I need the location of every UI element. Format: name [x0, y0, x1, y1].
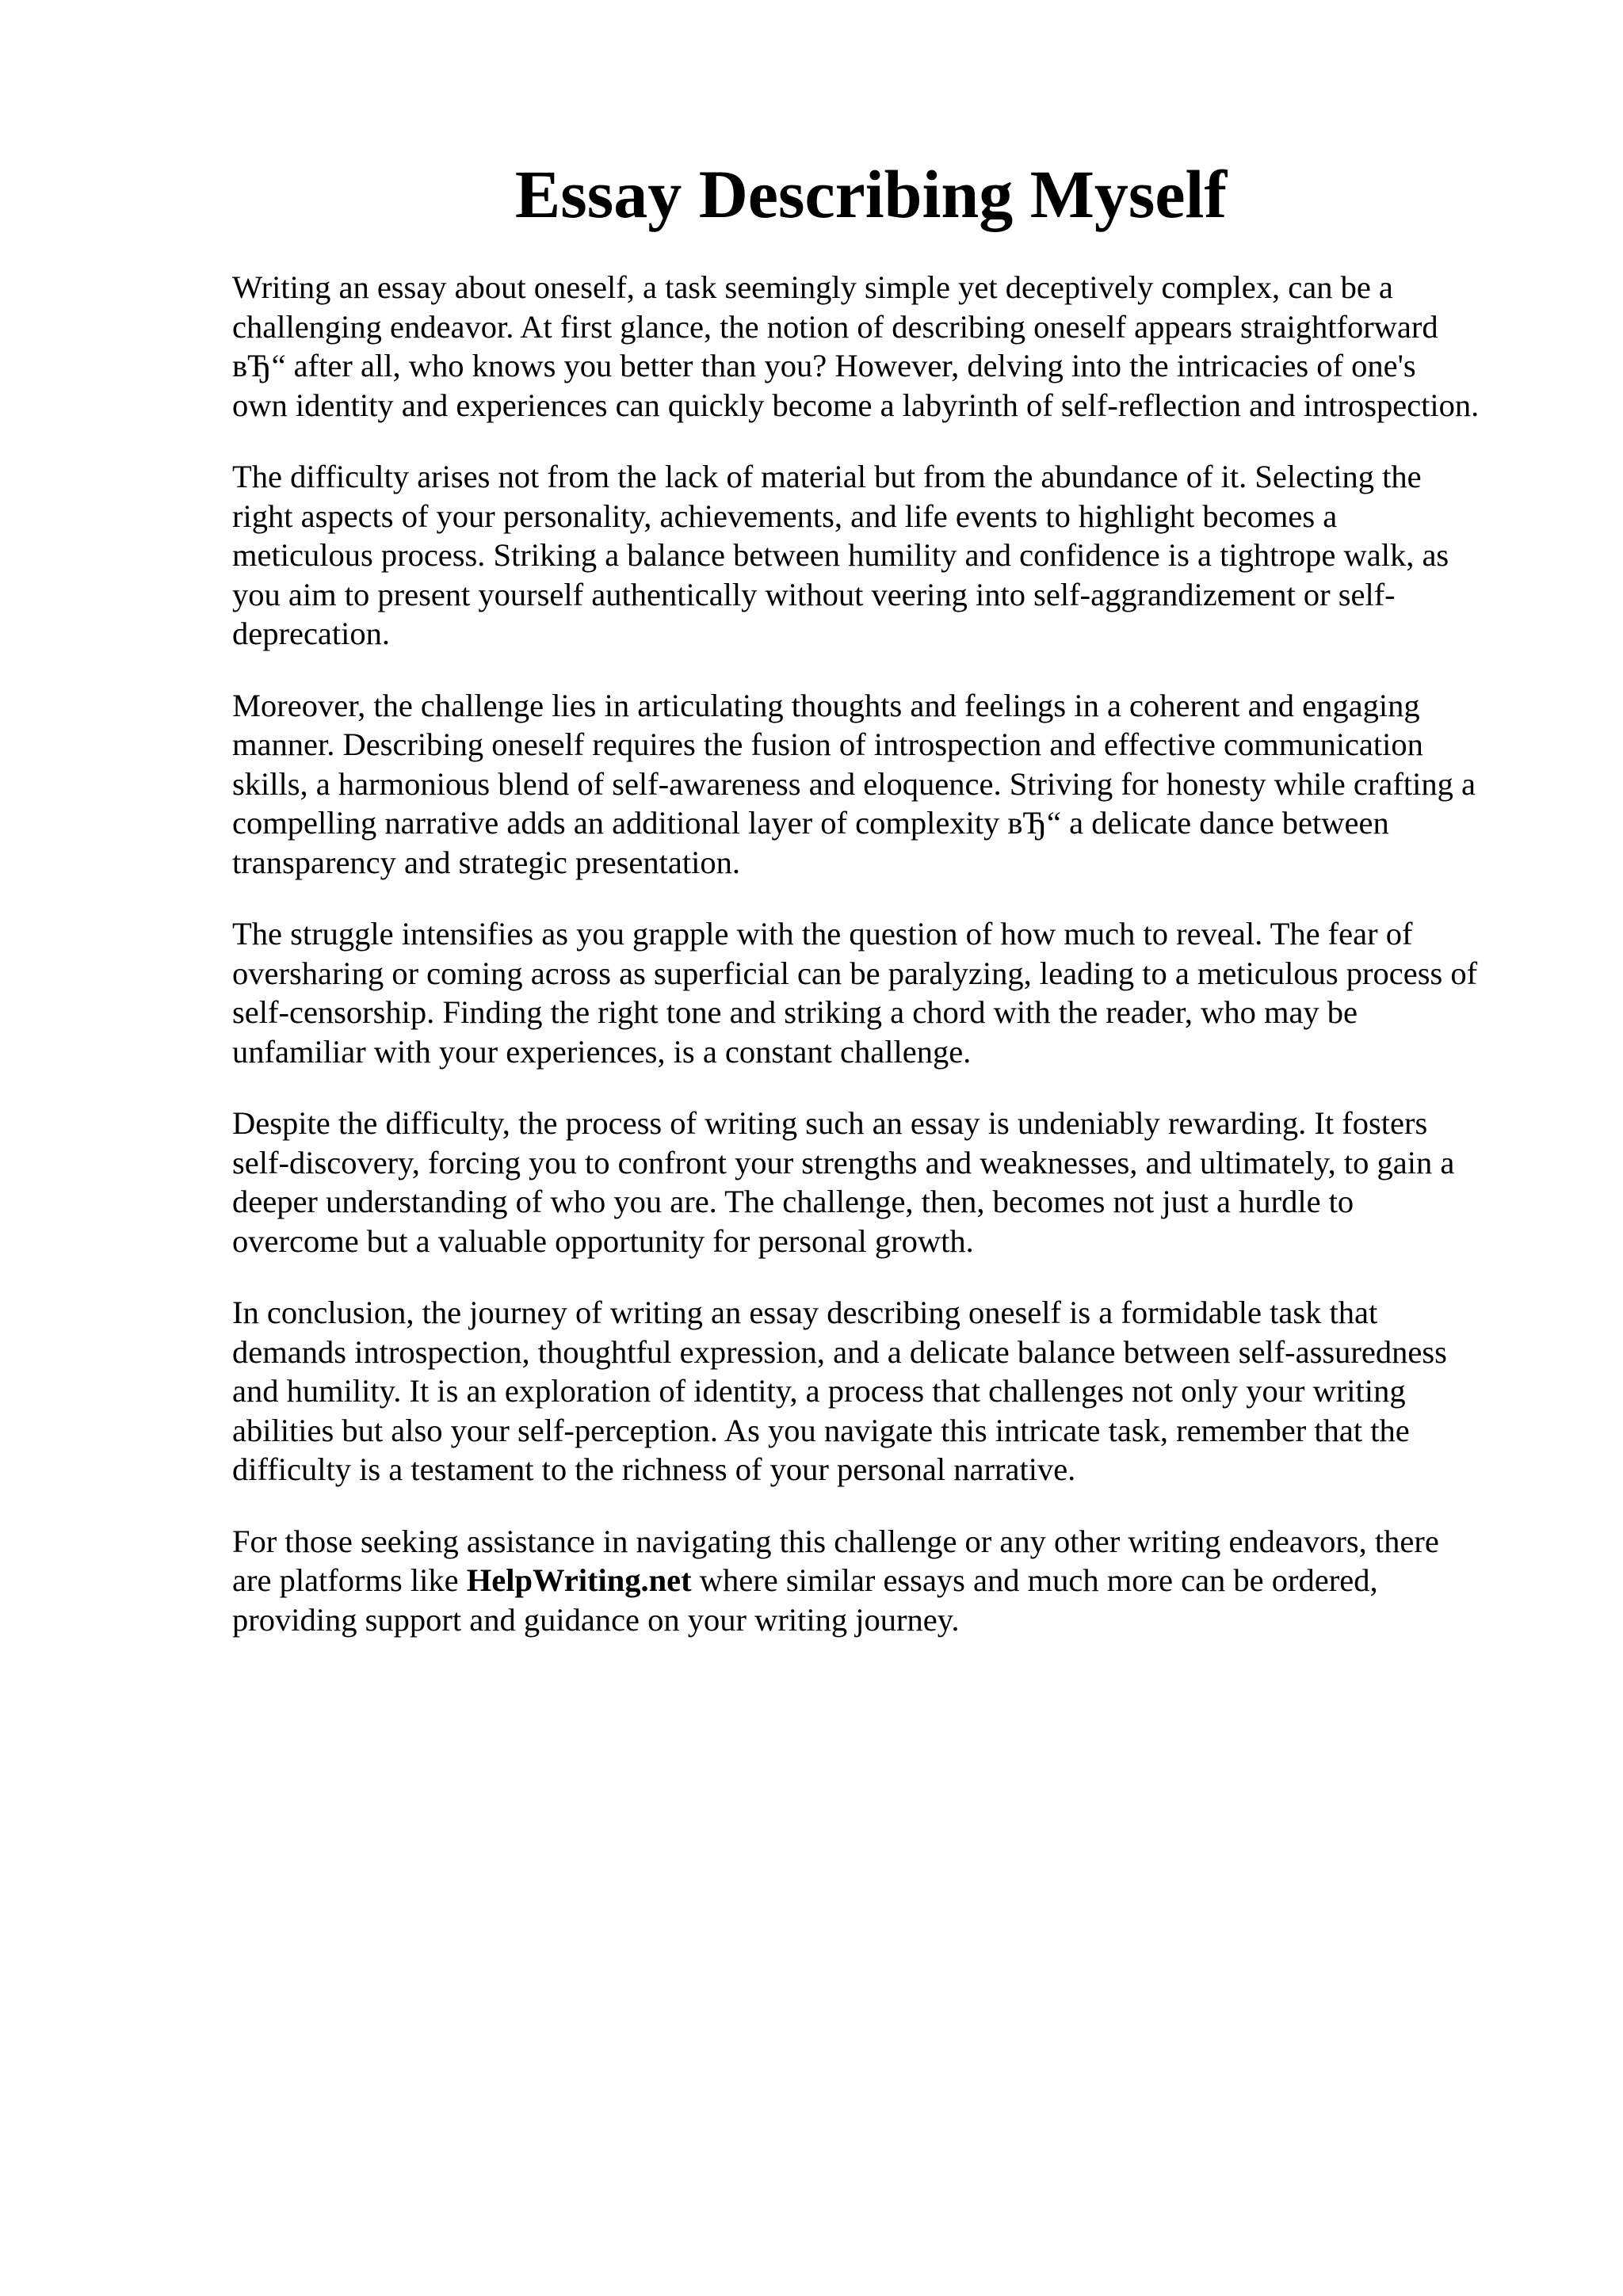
paragraph-line: transparency and strategic presentation.: [232, 844, 740, 880]
paragraph-line: Writing an essay about oneself, a task seemingly simple yet deceptively complex, can be a: [232, 269, 1393, 305]
paragraph-line: Despite the difficulty, the process of writing such an essay is undeniably rewarding. It fosters: [232, 1105, 1428, 1141]
paragraph-line: skills, a harmonious blend of self-awareness and eloquence. Striving for honesty while crafting a: [232, 765, 1476, 802]
paragraph-line: providing support and guidance on your writing journey.: [232, 1601, 960, 1638]
paragraph-line: The difficulty arises not from the lack of material but from the abundance of it. Selecting the: [232, 459, 1422, 494]
paragraph-line: self-censorship. Finding the right tone and striking a chord with the reader, who may be: [232, 994, 1358, 1030]
paragraph-line: manner. Describing oneself requires the fusion of introspection and effective communication: [232, 727, 1423, 762]
essay-paragraph: [232, 1104, 1564, 1261]
paragraph-line: In conclusion, the journey of writing an essay describing oneself is a formidable task that: [232, 1295, 1378, 1330]
paragraph-line: Moreover, the challenge lies in articulating thoughts and feelings in a coherent and engaging: [232, 687, 1420, 723]
closing-text-after: where similar essays and much more can be ordered,: [691, 1562, 1378, 1598]
paragraph-line: oversharing or coming across as superficial can be paralyzing, leading to a meticulous process of: [232, 955, 1478, 991]
paragraph-line: unfamiliar with your experiences, is a constant challenge.: [232, 1033, 972, 1070]
paragraph-line: The struggle intensifies as you grapple with the question of how much to reveal. The fear of: [232, 916, 1413, 952]
paragraph-line: demands introspection, thoughtful expression, and a delicate balance between self-assuredness: [232, 1333, 1447, 1370]
paragraph-line: вЂ“ after all, who knows you better than you? However, delving into the intricacies of one's: [232, 348, 1416, 383]
helpwriting-link[interactable]: HelpWriting.net: [466, 1562, 692, 1598]
paragraph-list: [232, 268, 1564, 1489]
paragraph-line: overcome but a valuable opportunity for personal growth.: [232, 1222, 974, 1259]
paragraph-line: compelling narrative adds an additional layer of complexity вЂ“ a delicate dance between: [232, 805, 1389, 841]
essay-paragraph: [232, 457, 1564, 654]
paragraph-line: meticulous process. Striking a balance between humility and confidence is a tightrope walk, as: [232, 537, 1449, 573]
paragraph-line: For those seeking assistance in navigating this challenge or any other writing endeavors, there: [232, 1523, 1439, 1559]
paragraph-line: you aim to present yourself authentically without veering into self-aggrandizement or self-: [232, 576, 1396, 612]
paragraph-line: and humility. It is an exploration of identity, a process that challenges not only your writing: [232, 1373, 1406, 1409]
paragraph-line: difficulty is a testament to the richness of your personal narrative.: [232, 1451, 1076, 1487]
essay-body: [232, 268, 1564, 1672]
paragraph-line: challenging endeavor. At first glance, the notion of describing oneself appears straightforward: [232, 308, 1438, 345]
essay-paragraph: [232, 1293, 1564, 1489]
page-title: Essay Describing Myself: [514, 156, 1228, 232]
paragraph-line: [232, 1561, 1564, 1600]
paragraph-line: abilities but also your self-perception. As you navigate this intricate task, remember that the: [232, 1412, 1410, 1448]
paragraph-line: self-discovery, forcing you to confront your strengths and weaknesses, and ultimately, to gain a: [232, 1144, 1455, 1180]
paragraph-line: deprecation.: [232, 616, 391, 651]
paragraph-line: right aspects of your personality, achievements, and life events to highlight becomes a: [232, 498, 1338, 534]
paragraph-line: deeper understanding of who you are. The challenge, then, becomes not just a hurdle to: [232, 1184, 1354, 1219]
closing-paragraph: [232, 1522, 1564, 1640]
paragraph-line: own identity and experiences can quickly become a labyrinth of self-reflection and introspection.: [232, 387, 1480, 423]
closing-text-before: are platforms like: [232, 1562, 467, 1598]
essay-paragraph: [232, 686, 1564, 883]
essay-paragraph: [232, 914, 1564, 1071]
essay-paragraph: [232, 268, 1564, 425]
